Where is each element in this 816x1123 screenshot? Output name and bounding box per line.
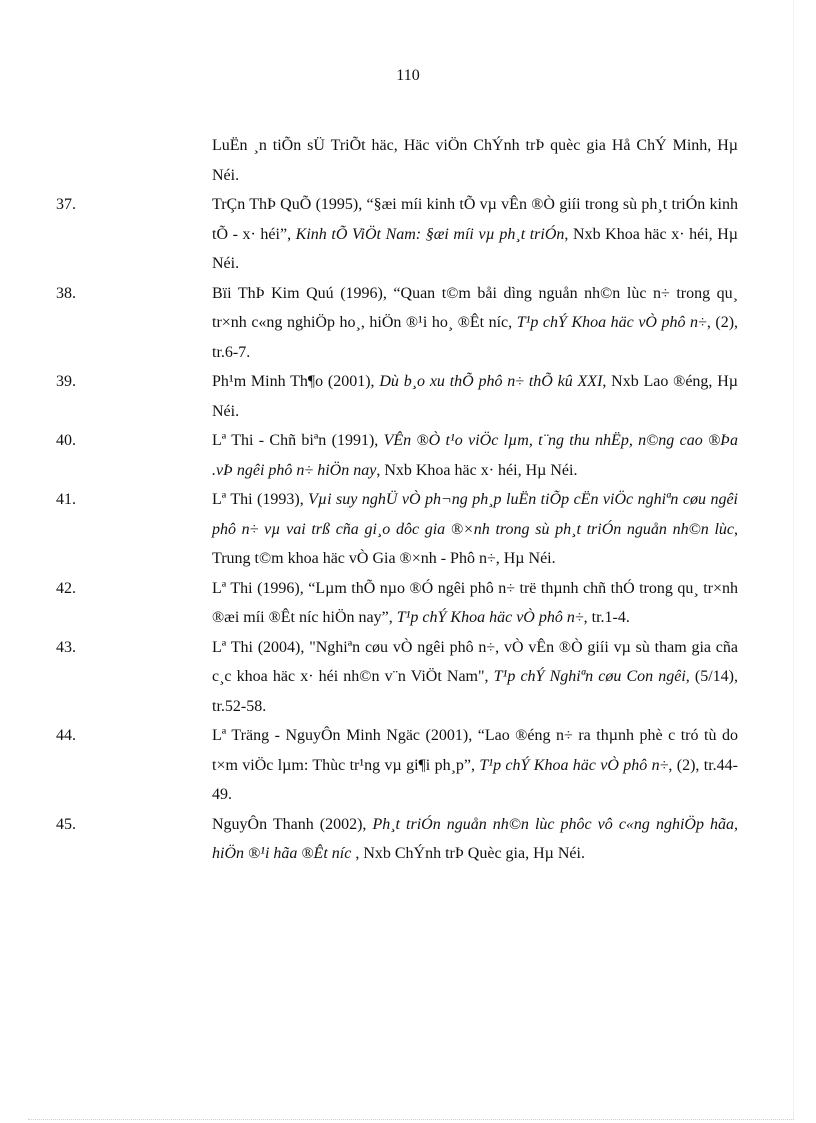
reference-publisher: (5/14), tr.52-58. (212, 668, 739, 715)
reference-text (212, 574, 738, 633)
reference-number: 38. (56, 284, 76, 302)
reference-title: T¹p chÝ Khoa häc vÒ phô n÷ (479, 756, 669, 774)
reference-entry (56, 426, 738, 485)
reference-publisher: , Trung t©m khoa häc vÒ Gia ®×nh - Phô n÷, Hµ Néi. (212, 520, 738, 567)
reference-authors: Lª Träng - NguyÔn Minh Ngäc (2001), “Lao ®éng n÷ ra thµnh phè c tró tù do t×m viÖc lµm: Thùc tr¹ng vµ gi¶i ph¸p”, (212, 727, 738, 774)
reference-authors: Lª Thi (1993), (212, 491, 309, 508)
reference-title: Dù b¸o xu thÕ phô n÷ thÕ kû XXI (379, 373, 603, 390)
reference-entries (56, 190, 739, 869)
reference-title: T¹p chÝ Khoa häc vÒ phô n÷ (516, 314, 707, 331)
reference-text (212, 367, 738, 426)
reference-publisher: , Nxb Khoa häc x· héi, Hµ Néi. (376, 461, 578, 479)
reference-entry (56, 485, 738, 574)
reference-text (212, 485, 738, 574)
reference-number: 41. (56, 491, 76, 508)
margin-rule (793, 0, 794, 1119)
reference-authors: Lª Thi - Chñ biªn (1991), (212, 432, 384, 449)
reference-number: 43. (56, 638, 76, 656)
reference-title: Vµi suy nghÜ vÒ ph¬ng ph¸p luËn tiÕp cËn viÖc nghiªn cøu ngêi phô n÷ vµ vai trß cña gi¸o dôc gia ®×nh trong sù ph¸t triÓn nguån nh©n lùc (212, 491, 738, 538)
footer-rule (28, 1119, 794, 1120)
reference-publisher: , Nxb Khoa häc x· héi, Hµ Néi. (212, 225, 739, 272)
reference-publisher: , (2), tr.44-49. (212, 756, 739, 803)
reference-text (212, 279, 738, 368)
reference-number: 37. (56, 196, 76, 213)
reference-entry (56, 367, 738, 426)
reference-authors: Ph¹m Minh Th¶o (2001), (212, 373, 380, 390)
reference-number: 39. (56, 373, 76, 390)
reference-number: 44. (56, 727, 76, 744)
reference-title: T¹p chÝ Nghiªn cøu Con ngêi, (493, 668, 690, 685)
reference-title: T¹p chÝ Khoa häc vÒ phô n÷ (396, 609, 584, 626)
page-number: 110 (396, 67, 420, 84)
reference-text (212, 426, 738, 485)
reference-publisher: , Nxb ChÝnh trÞ Quèc gia, Hµ Néi. (351, 845, 585, 862)
reference-publisher: , Nxb Lao ®éng, Hµ Néi. (212, 373, 738, 420)
reference-entry (56, 633, 738, 722)
reference-publisher: , (2), tr.6-7. (212, 314, 739, 361)
reference-entry (56, 574, 738, 633)
reference-authors: NguyÔn Thanh (2002), (212, 815, 373, 833)
reference-entry (56, 810, 738, 869)
reference-number: 45. (56, 815, 76, 833)
reference-number: 42. (56, 579, 76, 597)
reference-title: Kinh tÕ ViÖt Nam: §æi míi vµ ph¸t triÓn (295, 225, 565, 243)
reference-title: Ph¸t triÓn nguån nh©n lùc phôc vô c«ng nghiÖp hãa, hiÖn ®¹i hãa ®Êt níc (212, 815, 738, 862)
reference-number: 40. (56, 432, 76, 449)
reference-publisher: , tr.1-4. (583, 609, 630, 626)
reference-title: VÊn ®Ò t¹o viÖc lµm, t¨ng thu nhËp, n©ng cao ®Þa .vÞ ngêi phô n÷ hiÖn nay (212, 432, 738, 479)
reference-text (212, 633, 738, 722)
continuation-text: LuËn ¸n tiÕn sÜ TriÕt häc, Häc viÖn ChÝnh trÞ quèc gia Hå ChÝ Minh, Hµ Néi. (212, 137, 738, 184)
reference-continuation (134, 131, 738, 190)
reference-entry (56, 721, 738, 810)
reference-entry (56, 190, 738, 279)
reference-authors: TrÇn ThÞ QuÕ (1995), “§æi míi kinh tÕ vµ vÊn ®Ò giíi trong sù ph¸t triÓn kinh tÕ - x· héi”, (212, 196, 738, 243)
reference-entry (56, 279, 738, 368)
reference-authors: Lª Thi (1996), “Lµm thÕ nµo ®Ó ngêi phô n÷ trë thµnh chñ thÓ trong qu¸ tr×nh ®æi míi ®Êt níc hiÖn nay”, (212, 579, 738, 626)
reference-authors: Bïi ThÞ Kim Quú (1996), “Quan t©m båi dìng nguån nh©n lùc n÷ trong qu¸ tr×nh c«ng nghiÖp ho¸, hiÖn ®¹i ho¸ ®Êt níc, (212, 284, 738, 331)
reference-list (56, 131, 739, 869)
reference-text (212, 190, 738, 279)
reference-authors: Lª Thi (2004), "Nghiªn cøu vÒ ngêi phô n÷, vÒ vÊn ®Ò giíi vµ sù tham gia cña c¸c khoa häc x· héi nh©n v¨n ViÖt Nam", (212, 638, 738, 685)
reference-text (212, 721, 738, 810)
reference-text (212, 810, 738, 869)
